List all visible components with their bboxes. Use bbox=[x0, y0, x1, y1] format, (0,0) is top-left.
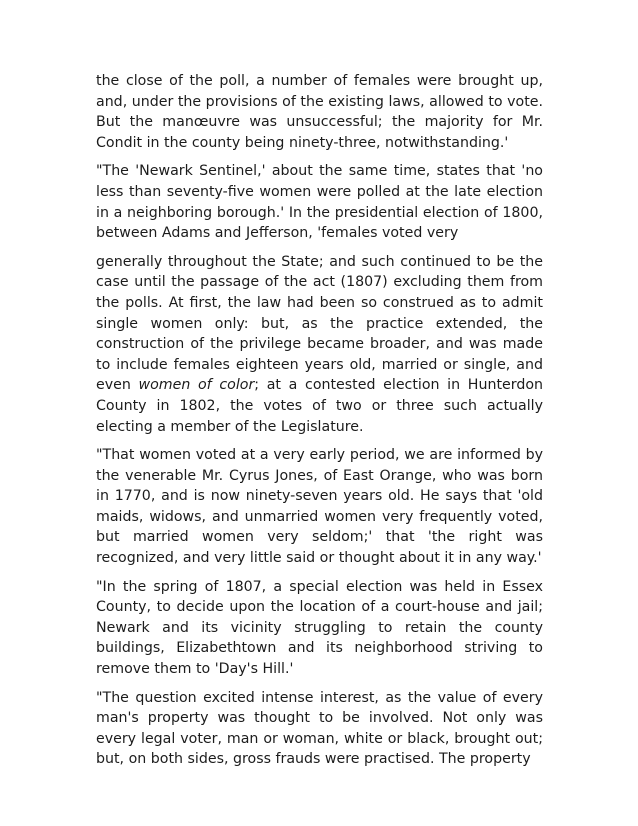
paragraph-poll-close: the close of the poll, a number of females were brought up, and, under the provisions of the existing laws, allowed to vote. But the manœuvre was unsuccessful; the majority for Mr. Condit in the county being ninety-three, notwithstanding.' bbox=[96, 73, 543, 151]
document-page bbox=[96, 71, 543, 778]
paragraph-text-before-emphasis: generally throughout the State; and such continued to be the case until the passage of the act (1807) excluding them from the polls. At first, the law had been so construed as to admit single women only: but, as the practice extended, the construction of the privilege became broader, and was made to include females eighteen years old, married or single, and even bbox=[96, 253, 543, 394]
paragraph-spring-1807: "In the spring of 1807, a special election was held in Essex County, to decide upon the location of a court-house and jail; Newark and its vicinity struggling to retain the county buildings, Elizabethtown and its neighborhood striving to remove them to 'Day's Hill.' bbox=[96, 578, 543, 678]
paragraph-question-excited: "The question excited intense interest, as the value of every man's property was thought to be involved. Not only was every legal voter, man or woman, white or black, brought out; but, on both sides, gross frauds were practised. The property bbox=[96, 689, 543, 768]
paragraph-generally-throughout bbox=[96, 252, 543, 437]
paragraph-text-after-emphasis: ; at a contested election in Hunterdon County in 1802, the votes of two or three such actually electing a member of the Legislature. bbox=[96, 377, 543, 435]
paragraph-newark-sentinel: "The 'Newark Sentinel,' about the same time, states that 'no less than seventy-five women were polled at the late election in a neighboring borough.' In the presidential election of 1800, between Adams and Jefferson, 'females voted very bbox=[96, 163, 543, 242]
emphasis-women-of-color: women of color bbox=[138, 377, 255, 394]
paragraph-cyrus-jones: "That women voted at a very early period, we are informed by the venerable Mr. Cyrus Jones, of East Orange, who was born in 1770, and is now ninety-seven years old. He says that 'old maids, widows, and unmarried women very frequently voted, but married women very seldom;' that 'the right was recognized, and very little said or thought about it in any way.' bbox=[96, 447, 543, 567]
